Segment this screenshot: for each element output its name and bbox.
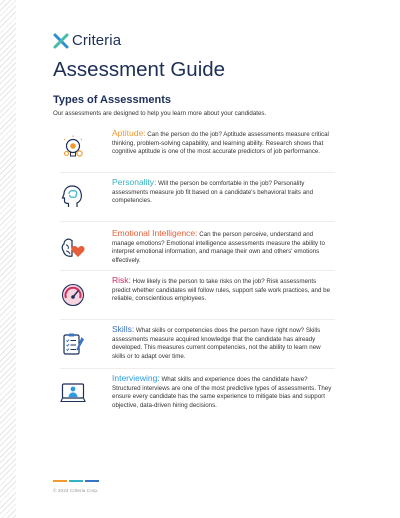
item-name: Risk:	[112, 275, 131, 285]
item-description: How likely is the person to take risks on the job? Risk assessments predict whether candidates will follow rules, support safe work practices, and be reliable, conscientious employees.	[112, 278, 331, 303]
item-name: Personality:	[112, 177, 157, 187]
criteria-logo	[53, 32, 121, 49]
page-title: Assessment Guide	[53, 58, 226, 81]
head-profile-icon	[60, 184, 86, 210]
clipboard-checklist-icon	[60, 331, 86, 357]
intro-text: Our assessments are designed to help you learn more about your candidates.	[53, 110, 267, 117]
video-interview-icon	[60, 380, 86, 406]
list-item-risk	[60, 271, 335, 320]
list-item-personality	[60, 173, 335, 222]
footer-color-bars	[53, 480, 101, 482]
item-description: Can the person do the job? Aptitude assessments measure critical thinking, problem-solving capability, and learning ability. Research shows that cognitive aptitude is one of the most accurate predictors of job performance.	[112, 131, 329, 156]
item-description: What skills and experience does the candidate have? Structured interviews are one of the most predictive types of assessments. They ensure every candidate has the same experience to mitigate bias and support objective, data-driven hiring decisions.	[112, 376, 332, 409]
brain-heart-icon	[60, 235, 86, 261]
item-name: Emotional Intelligence:	[112, 228, 198, 238]
assessment-list	[60, 124, 335, 429]
item-name: Interviewing:	[112, 373, 160, 383]
item-name: Skills:	[112, 324, 135, 334]
list-item-aptitude	[60, 124, 335, 173]
logo-text: Criteria	[72, 32, 122, 49]
criteria-x-icon	[53, 33, 69, 49]
list-item-skills	[60, 320, 335, 369]
decorative-stripes	[0, 0, 16, 518]
copyright-text: © 2024 Criteria Corp.	[53, 489, 99, 494]
item-description: Will the person be comfortable in the job? Personality assessments measure job fit based on a candidate's behavioral traits and competencies.	[112, 180, 314, 205]
list-item-emotional-intelligence	[60, 222, 335, 271]
gauge-icon	[60, 282, 86, 308]
item-name: Aptitude:	[112, 128, 146, 138]
section-heading: Types of Assessments	[53, 94, 171, 106]
item-description: Can the person perceive, understand and manage emotions? Emotional intelligence assessments measure the ability to interpret emotional information, and manage their own and others' emotions effectively.	[112, 231, 325, 264]
item-description: What skills or competencies does the person have right now? Skills assessments measure acquired knowledge that the candidate has already developed. This measures current competencies, not the ability to learn new skills or to adapt over time.	[112, 327, 321, 360]
list-item-interviewing	[60, 369, 335, 429]
lightbulb-gears-icon	[60, 135, 86, 161]
